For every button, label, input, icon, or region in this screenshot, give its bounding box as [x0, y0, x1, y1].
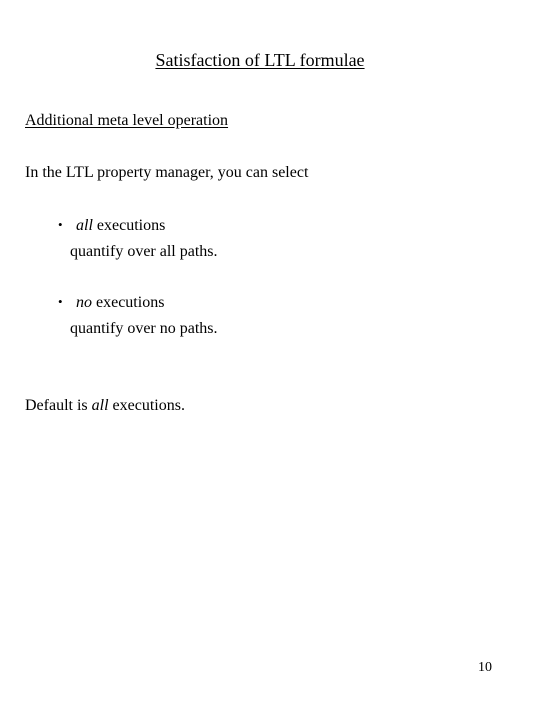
bullet-line — [58, 289, 218, 316]
bullet-item-all-executions — [58, 212, 218, 265]
bullet-emphasis: all — [76, 217, 93, 234]
default-suffix: executions. — [108, 397, 185, 414]
slide-title: Satisfaction of LTL formulae — [155, 50, 365, 70]
bullet-emphasis: no — [76, 294, 92, 311]
bullet-text: executions — [92, 294, 165, 311]
default-prefix: Default is — [25, 397, 92, 414]
bullet-detail: quantify over no paths. — [70, 320, 218, 337]
bullet-text: executions — [92, 217, 166, 234]
bullet-item-no-executions — [58, 289, 218, 342]
bullet-dot-icon: • — [58, 294, 63, 309]
default-emphasis: all — [91, 397, 109, 414]
intro-text: In the LTL property manager, you can select — [25, 164, 309, 181]
section-subtitle: Additional meta level operation — [25, 112, 229, 129]
bullet-dot-icon: • — [58, 217, 63, 232]
page-number: 10 — [478, 660, 492, 675]
bullet-detail: quantify over all paths. — [70, 243, 218, 260]
default-statement — [25, 397, 185, 415]
bullet-line — [58, 212, 218, 239]
